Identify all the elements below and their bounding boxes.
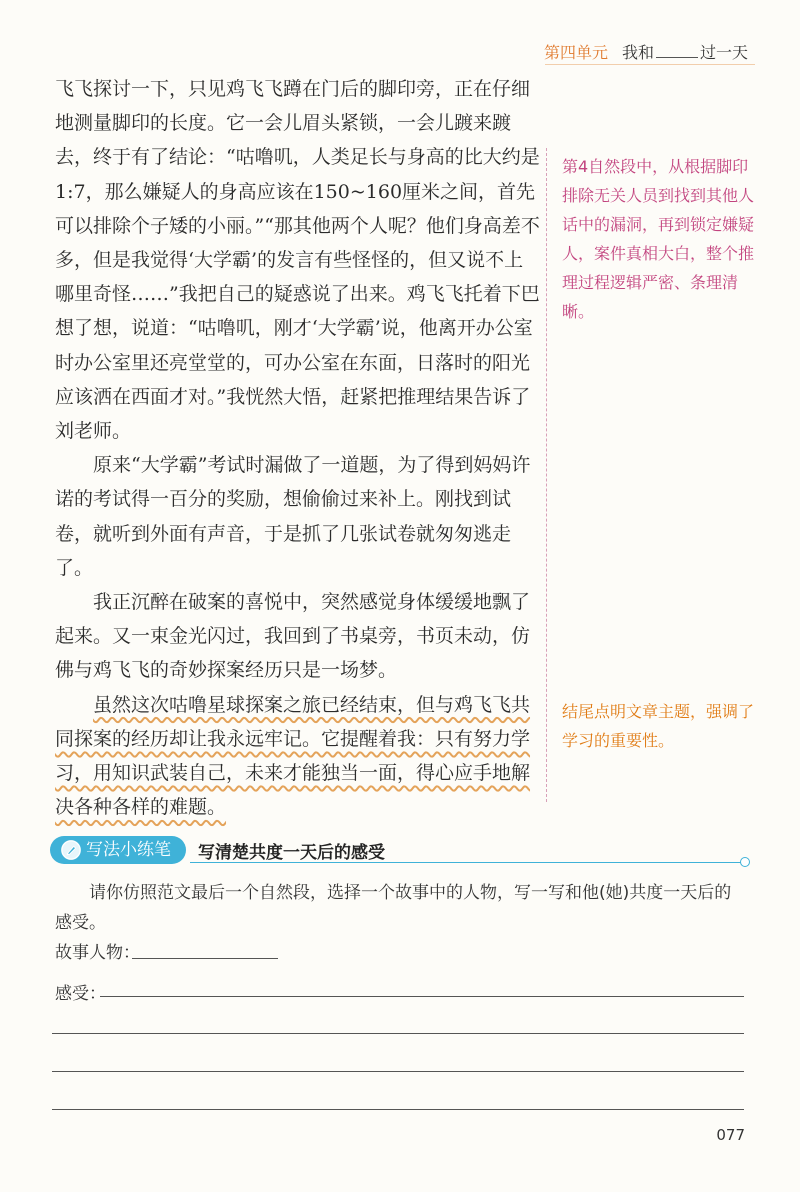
feeling-answer-line-3[interactable] [52, 1071, 744, 1072]
feeling-answer-line-2[interactable] [52, 1033, 744, 1034]
paragraph-waking: 我正沉醉在破案的喜悦中，突然感觉身体缓缓地飘了起来。又一束金光闪过，我回到了书桌旁，书页未动，仿佛与鸡飞飞的奇妙探案经历只是一场梦。 [55, 591, 531, 682]
margin-divider [546, 148, 547, 802]
pen-icon [60, 839, 82, 861]
header-title-after: 过一天 [699, 43, 748, 62]
margin-note-ending: 结尾点明文章主题，强调了学习的重要性。 [562, 702, 755, 750]
margin-note-reasoning: 第4自然段中，从根据脚印排除无关人员到找到其他人话中的漏洞，再到锁定嫌疑人，案件真相大白，整个推理过程逻辑严密、条理清晰。 [562, 157, 755, 321]
section-line-end-dot [740, 857, 750, 867]
wavy-underlined-text: 虽然这次咕噜星球探案之旅已经结束，但与鸡飞飞共同探案的经历却让我永远牢记。它提醒着我：只有努力学习，用知识武装自己，未来才能独当一面，得心应手地解决各种各样的难题。 [55, 693, 531, 819]
feeling-answer-line-4[interactable] [52, 1109, 744, 1110]
header-blank [656, 57, 698, 58]
character-answer-line[interactable] [132, 958, 278, 959]
exercise-prompt [55, 878, 747, 938]
paragraph-conclusion [55, 688, 542, 825]
character-label: 故事人物： [55, 943, 140, 963]
feeling-label: 感受： [55, 984, 106, 1004]
paragraph-truth: 原来“大学霸”考试时漏做了一道题，为了得到妈妈许诺的考试得一百分的奖励，想偷偷过来补上。刚找到试卷，就听到外面有声音，于是抓了几张试卷就匆匆逃走了。 [55, 454, 531, 579]
prompt-text: 请你仿照范文最后一个自然段，选择一个故事中的人物，写一写和他(她)共度一天后的感受。 [55, 883, 732, 933]
section-badge-label: 写法小练笔 [86, 840, 171, 860]
running-header [544, 40, 748, 63]
header-rule [545, 64, 755, 65]
section-title: 写清楚共度一天后的感受 [198, 843, 385, 863]
header-title-before: 我和 [621, 43, 654, 62]
essay-body [55, 72, 542, 824]
page-number: 077 [716, 1126, 745, 1144]
writing-exercise-section [50, 836, 750, 866]
section-line [190, 862, 742, 863]
unit-label: 第四单元 [543, 43, 608, 62]
section-badge [50, 836, 186, 864]
paragraph-continued: 飞飞探讨一下，只见鸡飞飞蹲在门后的脚印旁，正在仔细地测量脚印的长度。它一会儿眉头紧锁，一会儿踱来踱去，终于有了结论：“咕噜叽，人类足长与身高的比大约是1:7，那么嫌疑人的身高应该在150~160厘米之间，首先可以排除个子矮的小丽。”“那其他两个人呢？他们身高差不多，但是我觉得‘大学霸’的发言有些怪怪的，但又说不上哪里奇怪……”我把自己的疑惑说了出来。鸡飞飞托着下巴想了想，说道：“咕噜叽，刚才‘大学霸’说，他离开办公室时办公室里还亮堂堂的，可办公室在东面，日落时的阳光应该洒在西面才对。”我恍然大悟，赶紧把推理结果告诉了刘老师。 [55, 78, 540, 443]
feeling-answer-line-1[interactable] [100, 996, 744, 997]
